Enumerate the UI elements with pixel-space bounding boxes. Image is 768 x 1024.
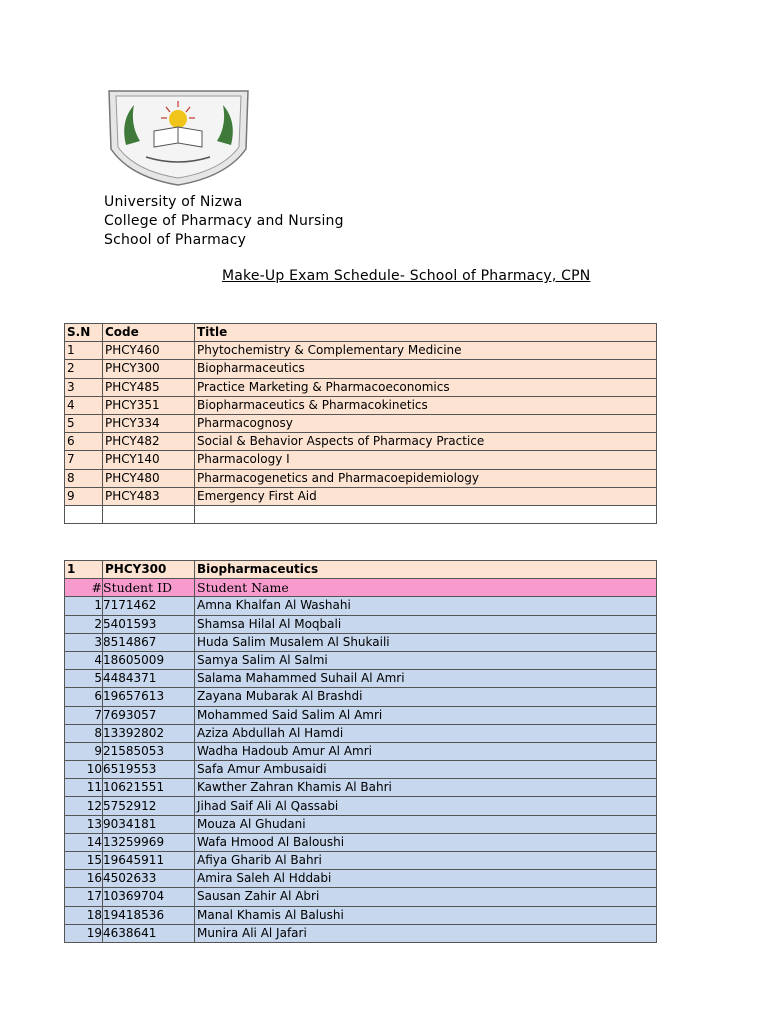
student-table — [64, 560, 657, 943]
student-section-header — [65, 561, 657, 579]
course-table — [64, 323, 657, 524]
student-row — [65, 779, 657, 797]
student-id: 4638641 — [103, 924, 195, 942]
university-logo — [106, 87, 251, 187]
student-row — [65, 651, 657, 669]
student-id: 5401593 — [103, 615, 195, 633]
student-row — [65, 688, 657, 706]
empty-cell — [195, 505, 657, 523]
student-number: 5 — [65, 670, 103, 688]
course-code: PHCY334 — [103, 414, 195, 432]
student-id: 18605009 — [103, 651, 195, 669]
course-code: PHCY140 — [103, 451, 195, 469]
student-id: 7171462 — [103, 597, 195, 615]
student-id: 13392802 — [103, 724, 195, 742]
student-number: 4 — [65, 651, 103, 669]
student-name: Munira Ali Al Jafari — [195, 924, 657, 942]
student-number: 7 — [65, 706, 103, 724]
course-title: Phytochemistry & Complementary Medicine — [195, 342, 657, 360]
student-name: Samya Salim Al Salmi — [195, 651, 657, 669]
course-code: PHCY300 — [103, 360, 195, 378]
course-code: PHCY351 — [103, 396, 195, 414]
student-id: 5752912 — [103, 797, 195, 815]
course-row — [65, 342, 657, 360]
student-row — [65, 906, 657, 924]
student-row — [65, 615, 657, 633]
header-title: Title — [195, 324, 657, 342]
header-code: Code — [103, 324, 195, 342]
course-row — [65, 360, 657, 378]
student-row — [65, 761, 657, 779]
student-id: 6519553 — [103, 761, 195, 779]
student-row — [65, 924, 657, 942]
student-number: 1 — [65, 597, 103, 615]
empty-cell — [103, 505, 195, 523]
course-code: PHCY460 — [103, 342, 195, 360]
course-code: PHCY480 — [103, 469, 195, 487]
course-title: Pharmacognosy — [195, 414, 657, 432]
school-name: School of Pharmacy — [104, 232, 247, 248]
empty-cell — [65, 505, 103, 523]
course-row — [65, 433, 657, 451]
student-name: Wadha Hadoub Amur Al Amri — [195, 742, 657, 760]
student-id: 13259969 — [103, 833, 195, 851]
student-row — [65, 852, 657, 870]
student-row — [65, 833, 657, 851]
student-number: 3 — [65, 633, 103, 651]
student-row — [65, 815, 657, 833]
course-sn: 7 — [65, 451, 103, 469]
student-number: 14 — [65, 833, 103, 851]
university-name: University of Nizwa — [104, 194, 243, 210]
course-code: PHCY485 — [103, 378, 195, 396]
course-title: Biopharmaceutics & Pharmacokinetics — [195, 396, 657, 414]
header-number: # — [65, 579, 103, 597]
course-row — [65, 469, 657, 487]
course-title: Pharmacology I — [195, 451, 657, 469]
course-row — [65, 451, 657, 469]
course-title: Practice Marketing & Pharmacoeconomics — [195, 378, 657, 396]
student-id: 19418536 — [103, 906, 195, 924]
course-title: Pharmacogenetics and Pharmacoepidemiology — [195, 469, 657, 487]
course-sn: 2 — [65, 360, 103, 378]
course-sn: 8 — [65, 469, 103, 487]
student-name: Shamsa Hilal Al Moqbali — [195, 615, 657, 633]
course-sn: 1 — [65, 342, 103, 360]
college-name: College of Pharmacy and Nursing — [104, 213, 344, 229]
student-id: 7693057 — [103, 706, 195, 724]
student-number: 9 — [65, 742, 103, 760]
student-row — [65, 633, 657, 651]
course-sn: 6 — [65, 433, 103, 451]
course-code: PHCY483 — [103, 487, 195, 505]
course-row — [65, 396, 657, 414]
student-name: Kawther Zahran Khamis Al Bahri — [195, 779, 657, 797]
header-student-id: Student ID — [103, 579, 195, 597]
student-row — [65, 724, 657, 742]
student-id: 21585053 — [103, 742, 195, 760]
course-sn: 3 — [65, 378, 103, 396]
student-name: Wafa Hmood Al Baloushi — [195, 833, 657, 851]
course-table-header — [65, 324, 657, 342]
student-name: Afiya Gharib Al Bahri — [195, 852, 657, 870]
student-number: 12 — [65, 797, 103, 815]
section-title: Biopharmaceutics — [195, 561, 657, 579]
student-name: Mohammed Said Salim Al Amri — [195, 706, 657, 724]
student-row — [65, 797, 657, 815]
student-name: Mouza Al Ghudani — [195, 815, 657, 833]
student-name: Sausan Zahir Al Abri — [195, 888, 657, 906]
student-name: Jihad Saif Ali Al Qassabi — [195, 797, 657, 815]
student-name: Amira Saleh Al Hddabi — [195, 870, 657, 888]
student-id: 4502633 — [103, 870, 195, 888]
student-name: Aziza Abdullah Al Hamdi — [195, 724, 657, 742]
header-sn: S.N — [65, 324, 103, 342]
student-name: Huda Salim Musalem Al Shukaili — [195, 633, 657, 651]
student-id: 10369704 — [103, 888, 195, 906]
student-number: 19 — [65, 924, 103, 942]
course-row — [65, 487, 657, 505]
student-row — [65, 742, 657, 760]
schedule-title: Make-Up Exam Schedule- School of Pharmacy, CPN — [222, 268, 591, 284]
student-name: Safa Amur Ambusaidi — [195, 761, 657, 779]
student-number: 8 — [65, 724, 103, 742]
student-number: 15 — [65, 852, 103, 870]
student-row — [65, 888, 657, 906]
student-number: 2 — [65, 615, 103, 633]
student-id: 8514867 — [103, 633, 195, 651]
student-number: 11 — [65, 779, 103, 797]
course-sn: 9 — [65, 487, 103, 505]
student-column-header — [65, 579, 657, 597]
student-number: 18 — [65, 906, 103, 924]
student-name: Amna Khalfan Al Washahi — [195, 597, 657, 615]
header-student-name: Student Name — [195, 579, 657, 597]
student-number: 16 — [65, 870, 103, 888]
student-number: 6 — [65, 688, 103, 706]
student-name: Salama Mahammed Suhail Al Amri — [195, 670, 657, 688]
section-sn: 1 — [65, 561, 103, 579]
course-sn: 5 — [65, 414, 103, 432]
student-id: 19657613 — [103, 688, 195, 706]
course-row — [65, 414, 657, 432]
student-number: 10 — [65, 761, 103, 779]
course-title: Social & Behavior Aspects of Pharmacy Practice — [195, 433, 657, 451]
student-row — [65, 870, 657, 888]
section-code: PHCY300 — [103, 561, 195, 579]
student-id: 10621551 — [103, 779, 195, 797]
student-number: 13 — [65, 815, 103, 833]
student-id: 9034181 — [103, 815, 195, 833]
student-row — [65, 706, 657, 724]
course-title: Emergency First Aid — [195, 487, 657, 505]
student-row — [65, 597, 657, 615]
student-id: 4484371 — [103, 670, 195, 688]
student-number: 17 — [65, 888, 103, 906]
student-name: Manal Khamis Al Balushi — [195, 906, 657, 924]
student-id: 19645911 — [103, 852, 195, 870]
course-table-empty-row — [65, 505, 657, 523]
course-sn: 4 — [65, 396, 103, 414]
course-code: PHCY482 — [103, 433, 195, 451]
course-title: Biopharmaceutics — [195, 360, 657, 378]
course-row — [65, 378, 657, 396]
student-row — [65, 670, 657, 688]
student-name: Zayana Mubarak Al Brashdi — [195, 688, 657, 706]
